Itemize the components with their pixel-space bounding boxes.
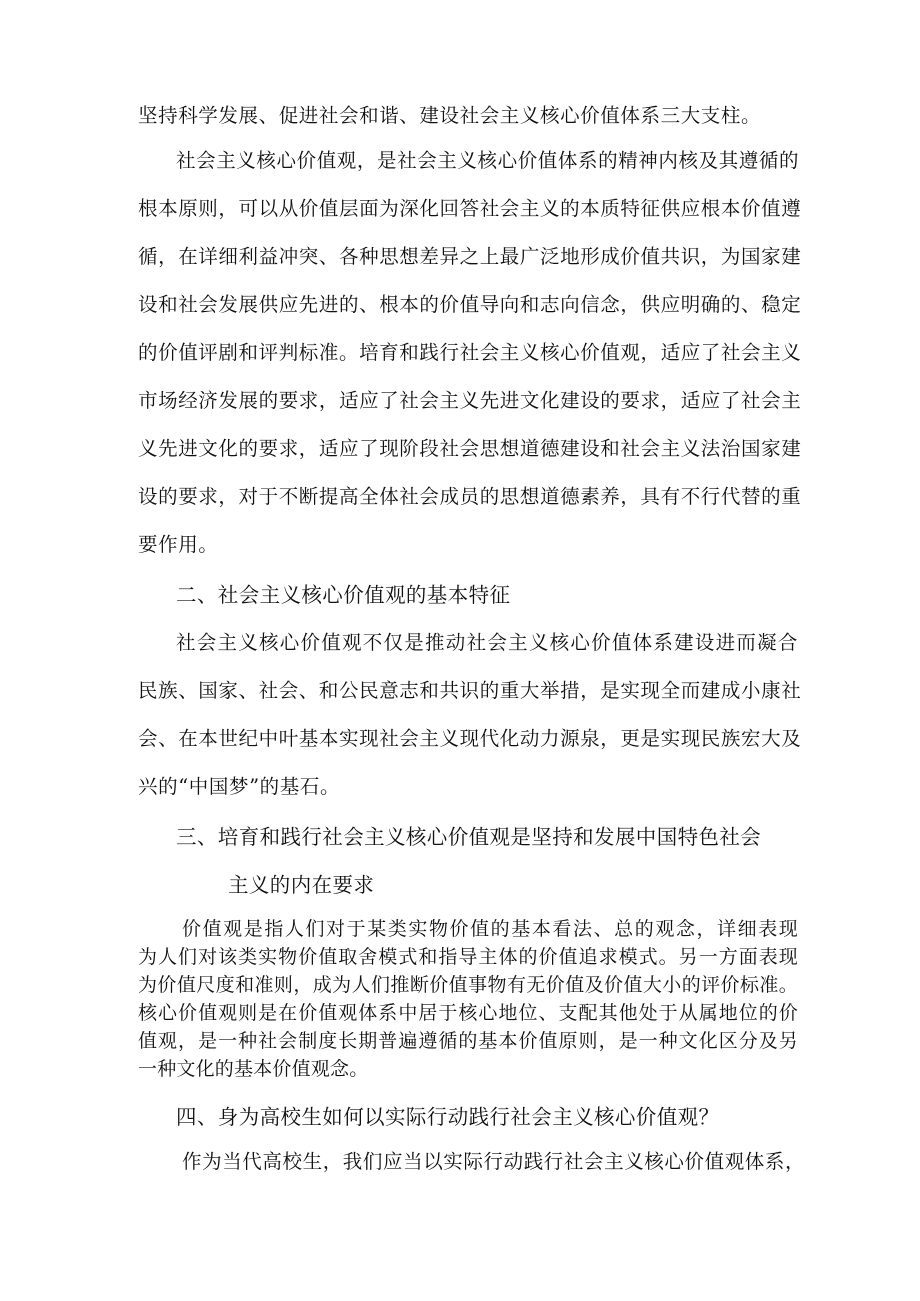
paragraph-line: 社会主义核心价值观不仅是推动社会主义核心价值体系建设进而凝合 xyxy=(176,631,798,654)
paragraph-line: 一种文化的基本价值观念。 xyxy=(138,1058,369,1080)
paragraph-line: 义先进文化的要求，适应了现阶段社会思想道德建设和社会主义法治国家建 xyxy=(138,437,802,460)
paragraph-line: 的价值评剧和评判标准。培育和践行社会主义核心价值观，适应了社会主义 xyxy=(138,341,802,364)
paragraph-line: 要作用。 xyxy=(138,533,219,556)
section-heading: 四、身为高校生如何以实际行动践行社会主义核心价值观？ xyxy=(176,1105,720,1129)
paragraph-line: 民族、国家、社会、和公民意志和共识的重大举措，是实现全而建成小康社 xyxy=(138,679,802,702)
paragraph-line: 循，在详细利益冲突、各种思想差异之上最广泛地形成价值共识，为国家建 xyxy=(138,245,802,268)
paragraph-line: 作为当代高校生，我们应当以实际行动践行社会主义核心价值观体系， xyxy=(182,1150,806,1173)
section-heading: 主义的内在要求 xyxy=(228,873,375,897)
section-heading: 三、培育和践行社会主义核心价值观是坚持和发展中国特色社会 xyxy=(176,825,762,849)
paragraph-line: 核心价值观则是在价值观体系中居于核心地位、支配其他处于从属地位的价 xyxy=(138,1002,798,1024)
paragraph-line: 设的要求，对于不断提高全体社会成员的思想道德素养，具有不行代替的重 xyxy=(138,485,802,508)
paragraph-line: 市场经济发展的要求，适应了社会主义先进文化建设的要求，适应了社会主 xyxy=(138,389,802,412)
paragraph-line: 兴的“中国梦”的基石。 xyxy=(138,775,341,798)
paragraph-line: 坚持科学发展、促进社会和谐、建设社会主义核心价值体系三大支柱。 xyxy=(138,104,762,127)
paragraph-line: 会、在本世纪中叶基本实现社会主义现代化动力源泉，更是实现民族宏大及 xyxy=(138,727,802,750)
section-heading: 二、社会主义核心价值观的基本特征 xyxy=(176,583,511,607)
paragraph-line: 社会主义核心价值观，是社会主义核心价值体系的精神内核及其遵循的 xyxy=(176,149,800,172)
paragraph-line: 价值观是指人们对于某类实物价值的基本看法、总的观念，详细表现 xyxy=(182,918,798,940)
paragraph-line: 为人们对该类实物价值取舍模式和指导主体的价值追求模式。另一方面表现 xyxy=(138,946,798,968)
paragraph-line: 值观，是一种社会制度长期普遍遵循的基本价值原则，是一种文化区分及另 xyxy=(138,1030,798,1052)
paragraph-line: 为价值尺度和准则，成为人们推断价值事物有无价值及价值大小的评价标准。 xyxy=(138,974,798,996)
paragraph-line: 根本原则，可以从价值层面为深化回答社会主义的本质特征供应根本价值遵 xyxy=(138,197,802,220)
paragraph-line: 设和社会发展供应先进的、根本的价值导向和志向信念，供应明确的、稳定 xyxy=(138,293,802,316)
